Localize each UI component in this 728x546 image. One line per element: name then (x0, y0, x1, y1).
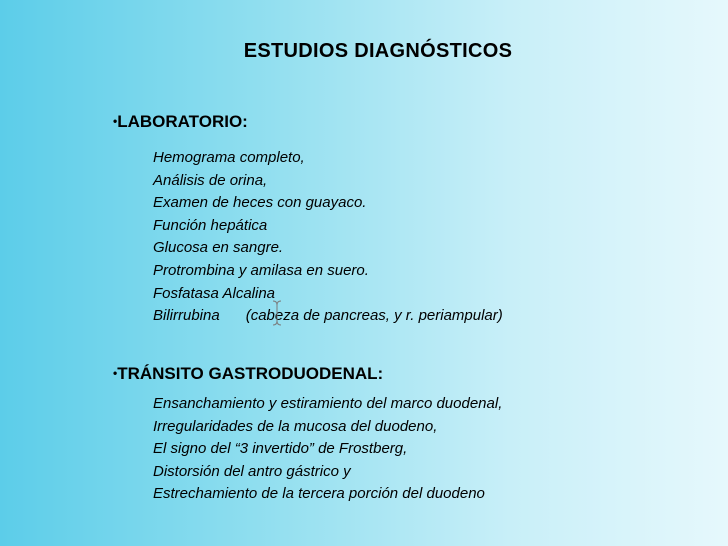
list-item: Protrombina y amilasa en suero. (153, 261, 369, 279)
list-item: Estrechamiento de la tercera porción del duodeno (153, 485, 485, 503)
bullet-icon: • (113, 366, 118, 380)
list-item: El signo del “3 invertido” de Frostberg, (153, 440, 408, 458)
section-heading-laboratorio (113, 112, 248, 132)
list-item-note: (cabeza de pancreas, y r. periampular) (245, 307, 503, 325)
text-cursor-icon (272, 300, 282, 326)
list-item-bilirrubina (153, 305, 503, 328)
list-item: Examen de heces con guayaco. (153, 194, 367, 212)
list-item: Función hepática (153, 216, 268, 234)
section-heading-label: LABORATORIO: (117, 112, 248, 131)
list-item: Hemograma completo, (153, 149, 305, 166)
list-item: Ensanchamiento y estiramiento del marco duodenal, (153, 395, 503, 412)
list-item: Distorsión del antro gástrico y (153, 462, 351, 480)
bullet-icon: • (113, 114, 118, 128)
list-item: Análisis de orina, (153, 171, 268, 189)
list-item: Irregularidades de la mucosa del duodeno, (153, 417, 438, 435)
list-item: Fosfatasa Alcalina (153, 284, 276, 302)
list-item-label: Bilirrubina (153, 307, 220, 325)
list-item: Glucosa en sangre. (153, 239, 284, 257)
transito-list (153, 393, 502, 506)
laboratorio-list (153, 147, 503, 328)
section-heading-transito (113, 364, 383, 384)
section-heading-label: TRÁNSITO GASTRODUODENAL: (117, 364, 384, 383)
slide-title: ESTUDIOS DIAGNÓSTICOS (243, 40, 513, 62)
